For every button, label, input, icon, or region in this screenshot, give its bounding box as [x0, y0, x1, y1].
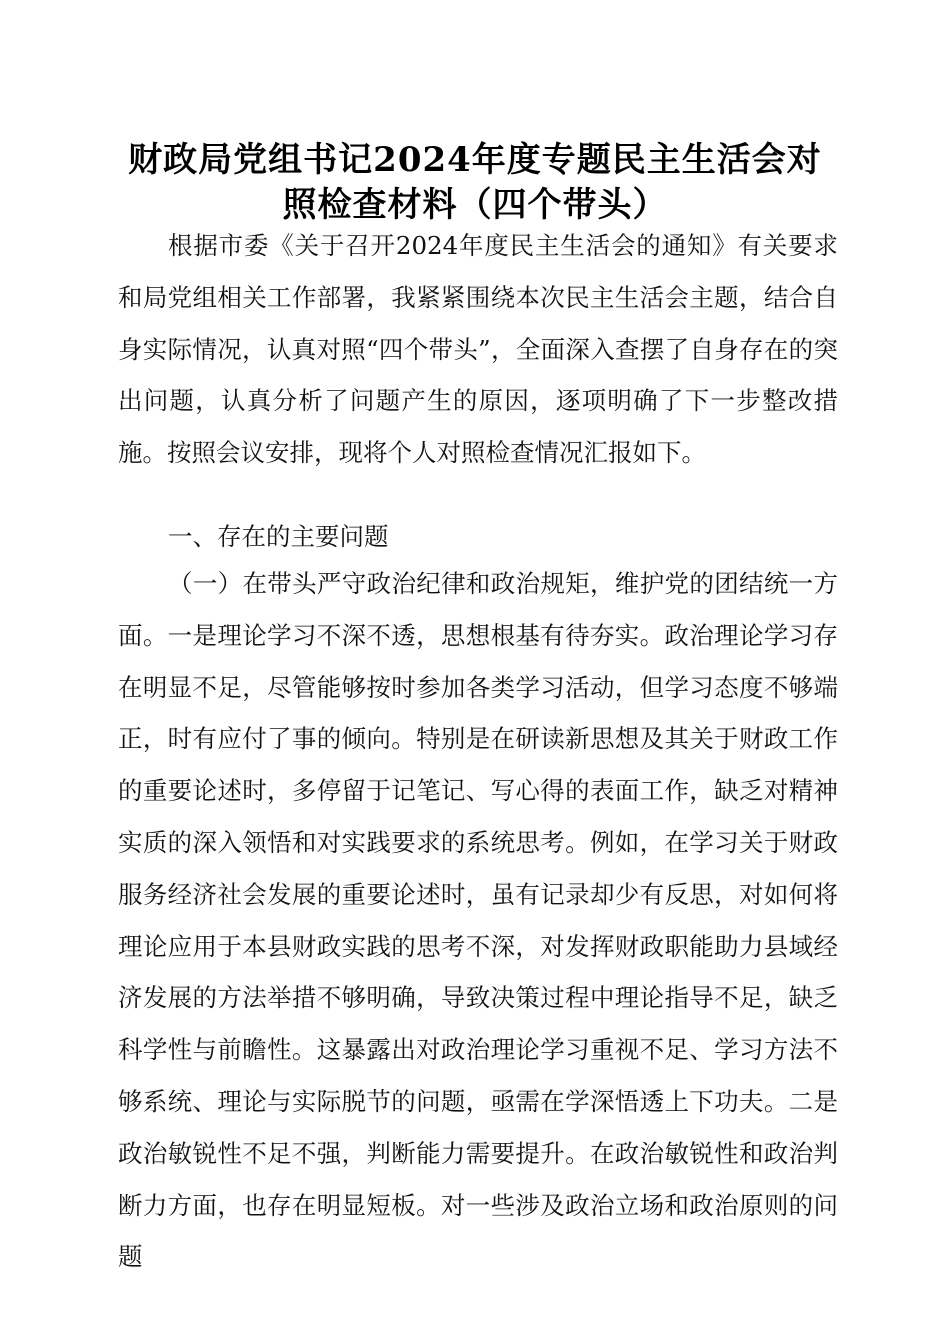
section-paragraph: （一）在带头严守政治纪律和政治规矩，维护党的团结统一方面。一是理论学习不深不透，思想根基有待夯实。政治理论学习存在明显不足，尽管能够按时参加各类学习活动，但学习态度不够端正，时有应付了事的倾向。特别是在研读新思想及其关于财政工作的重要论述时，多停留于记笔记、写心得的表面工作，缺乏对精神实质的深入领悟和对实践要求的系统思考。例如，在学习关于财政服务经济社会发展的重要论述时，虽有记录却少有反思，对如何将理论应用于本县财政实践的思考不深，对发挥财政职能助力县域经济发展的方法举措不够明确，导致决策过程中理论指导不足，缺乏科学性与前瞻性。这暴露出对政治理论学习重视不足、学习方法不够系统、理论与实际脱节的问题，亟需在学深悟透上下功夫。二是政治敏锐性不足不强，判断能力需要提升。在政治敏锐性和政治判断力方面，也存在明显短板。对一些涉及政治立场和政治原则的问题	[118, 569, 838, 1272]
intro-paragraph: 根据市委《关于召开2024年度民主生活会的通知》有关要求和局党组相关工作部署，我紧紧围绕本次民主生活会主题，结合自身实际情况，认真对照“四个带头”，全面深入查摆了自身存在的突出问题，认真分析了问题产生的原因，逐项明确了下一步整改措施。按照会议安排，现将个人对照检查情况汇报如下。	[118, 231, 838, 468]
document-title-line-1: 财政局党组书记2024年度专题民主生活会对	[128, 140, 822, 180]
document-title-line-2: 照检查材料（四个带头）	[282, 185, 668, 225]
section-heading: 一、存在的主要问题	[168, 522, 389, 551]
